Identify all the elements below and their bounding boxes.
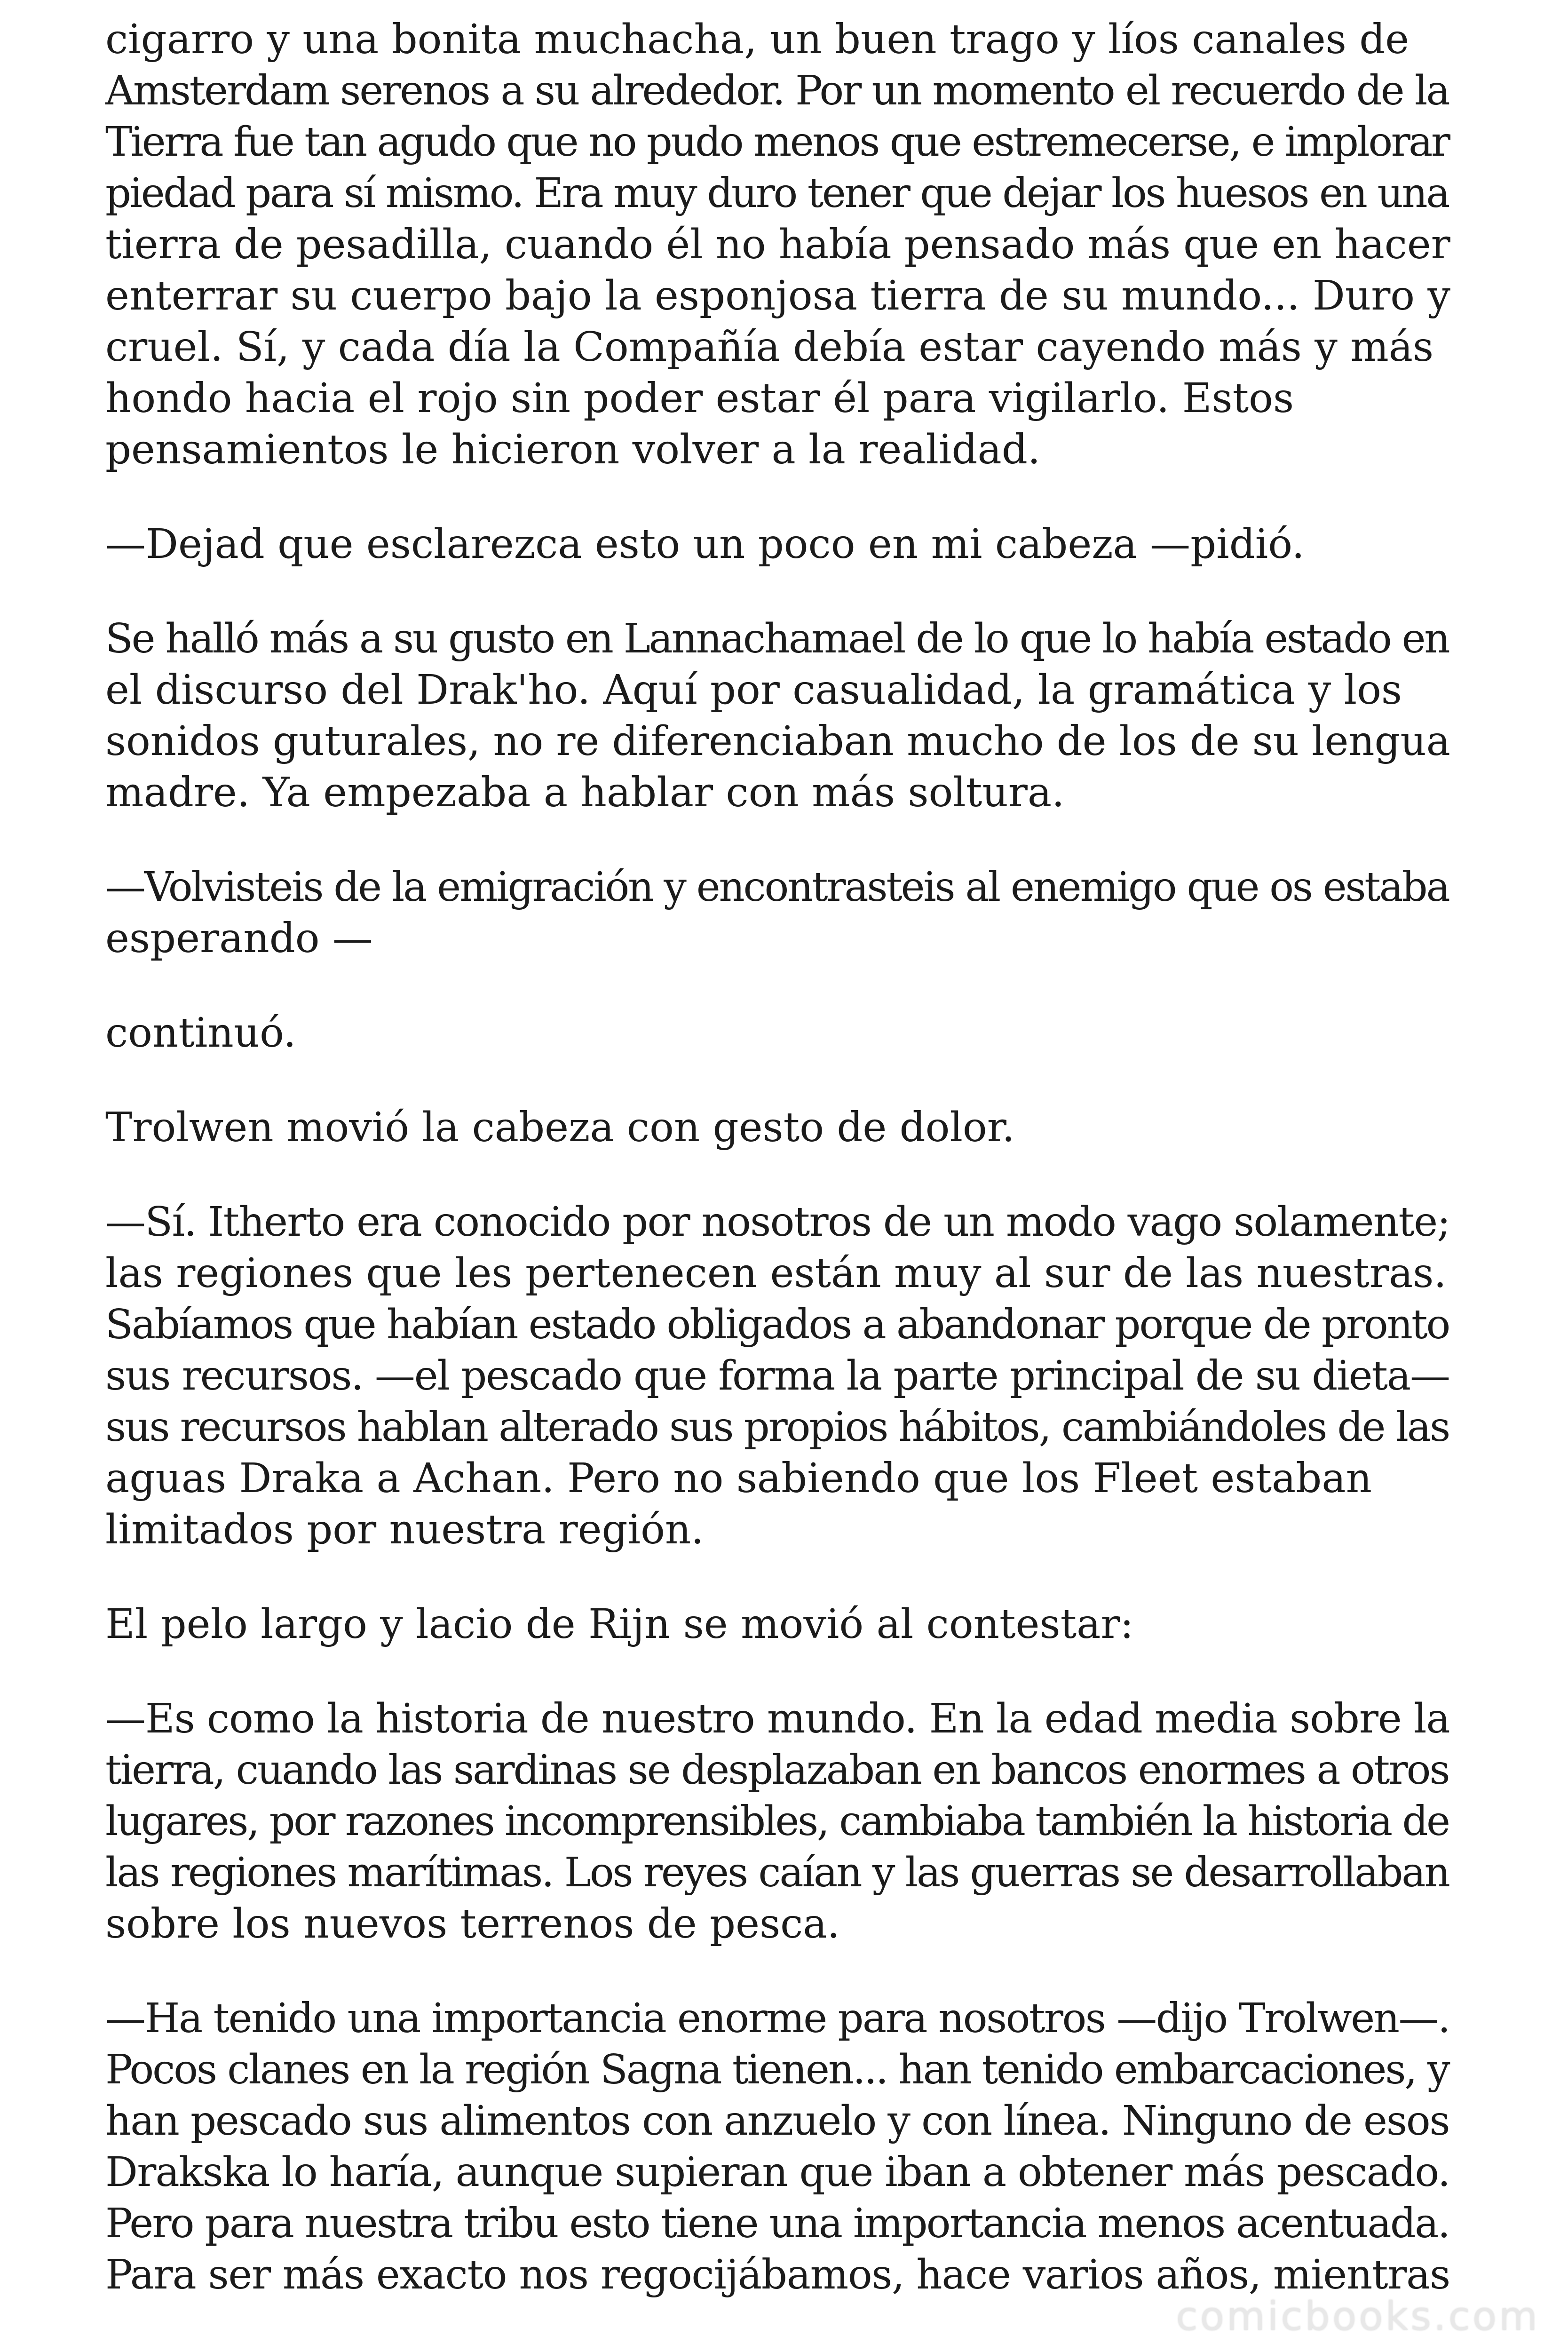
text-line: piedad para sí mismo. Era muy duro tener que dejar los huesos en una xyxy=(105,170,1449,217)
text-line: —Es como la historia de nuestro mundo. En la edad media sobre la xyxy=(105,1695,1450,1742)
text-line: las regiones marítimas. Los reyes caían y las guerras se desarrollaban xyxy=(105,1849,1449,1896)
paragraph xyxy=(105,1993,1450,2301)
text-line: sonidos guturales, no re diferenciaban mucho de los de su lengua xyxy=(105,718,1450,765)
text-line: sus recursos hablan alterado sus propios hábitos, cambiándoles de las xyxy=(105,1404,1449,1451)
text-line: sobre los nuevos terrenos de pesca. xyxy=(105,1900,840,1947)
text-line: Para ser más exacto nos regocijábamos, hace varios años, mientras xyxy=(105,2251,1450,2298)
paragraph xyxy=(105,1102,1450,1153)
text-line: limitados por nuestra región. xyxy=(105,1506,704,1553)
text-line: esperando — xyxy=(105,915,373,962)
text-line: —Sí. Itherto era conocido por nosotros de un modo vago solamente; xyxy=(105,1199,1450,1246)
text-line: las regiones que les pertenecen están muy al sur de las nuestras. xyxy=(105,1250,1447,1297)
text-line: el discurso del Drak'ho. Aquí por casualidad, la gramática y los xyxy=(105,667,1402,714)
text-line: —Volvisteis de la emigración y encontrasteis al enemigo que os estaba xyxy=(105,864,1449,911)
text-line: continuó. xyxy=(105,1009,296,1057)
paragraph xyxy=(105,519,1450,570)
text-line: cruel. Sí, y cada día la Compañía debía estar cayendo más y más xyxy=(105,324,1434,371)
text-line: Drakska lo haría, aunque supieran que iban a obtener más pescado. xyxy=(105,2149,1450,2196)
paragraph xyxy=(105,1599,1450,1650)
text-line: han pescado sus alimentos con anzuelo y con línea. Ninguno de esos xyxy=(105,2098,1449,2145)
text-line: madre. Ya empezaba a hablar con más soltura. xyxy=(105,769,1065,816)
text-line: lugares, por razones incomprensibles, cambiaba también la historia de xyxy=(105,1798,1449,1845)
text-line: pensamientos le hicieron volver a la realidad. xyxy=(105,426,1041,473)
paragraph xyxy=(105,862,1450,964)
site-watermark: comicbooks.com xyxy=(1176,2293,1540,2339)
text-line: tierra de pesadilla, cuando él no había pensado más que en hacer xyxy=(105,221,1450,268)
text-line: Se halló más a su gusto en Lannachamael de lo que lo había estado en xyxy=(105,615,1449,662)
text-line: —Dejad que esclarezca esto un poco en mi cabeza —pidió. xyxy=(105,521,1305,568)
text-line: cigarro y una bonita muchacha, un buen trago y líos canales de xyxy=(105,16,1410,63)
paragraph xyxy=(105,1197,1450,1556)
text-line: Pero para nuestra tribu esto tiene una importancia menos acentuada. xyxy=(105,2200,1449,2247)
text-line: enterrar su cuerpo bajo la esponjosa tierra de su mundo... Duro y xyxy=(105,272,1450,319)
text-line: Sabíamos que habían estado obligados a abandonar porque de pronto xyxy=(105,1301,1449,1348)
text-line: tierra, cuando las sardinas se desplazaban en bancos enormes a otros xyxy=(105,1747,1449,1794)
text-line: —Ha tenido una importancia enorme para nosotros —dijo Trolwen—. xyxy=(105,1995,1449,2042)
text-line: Amsterdam serenos a su alrededor. Por un momento el recuerdo de la xyxy=(105,67,1449,114)
text-line: sus recursos. —el pescado que forma la parte principal de su dieta— xyxy=(105,1352,1449,1399)
text-line: El pelo largo y lacio de Rijn se movió al contestar: xyxy=(105,1601,1134,1648)
paragraph xyxy=(105,14,1450,476)
text-line: Pocos clanes en la región Sagna tienen... han tenido embarcaciones, y xyxy=(105,2046,1449,2093)
paragraph xyxy=(105,1693,1450,1950)
text-line: aguas Draka a Achan. Pero no sabiendo que los Fleet estaban xyxy=(105,1455,1372,1502)
text-line: Tierra fue tan agudo que no pudo menos que estremecerse, e implorar xyxy=(105,119,1449,166)
text-line: Trolwen movió la cabeza con gesto de dolor. xyxy=(105,1104,1015,1151)
paragraph xyxy=(105,613,1450,818)
text-line: hondo hacia el rojo sin poder estar él para vigilarlo. Estos xyxy=(105,375,1294,422)
paragraph xyxy=(105,1008,1450,1059)
body-text xyxy=(105,14,1450,2301)
